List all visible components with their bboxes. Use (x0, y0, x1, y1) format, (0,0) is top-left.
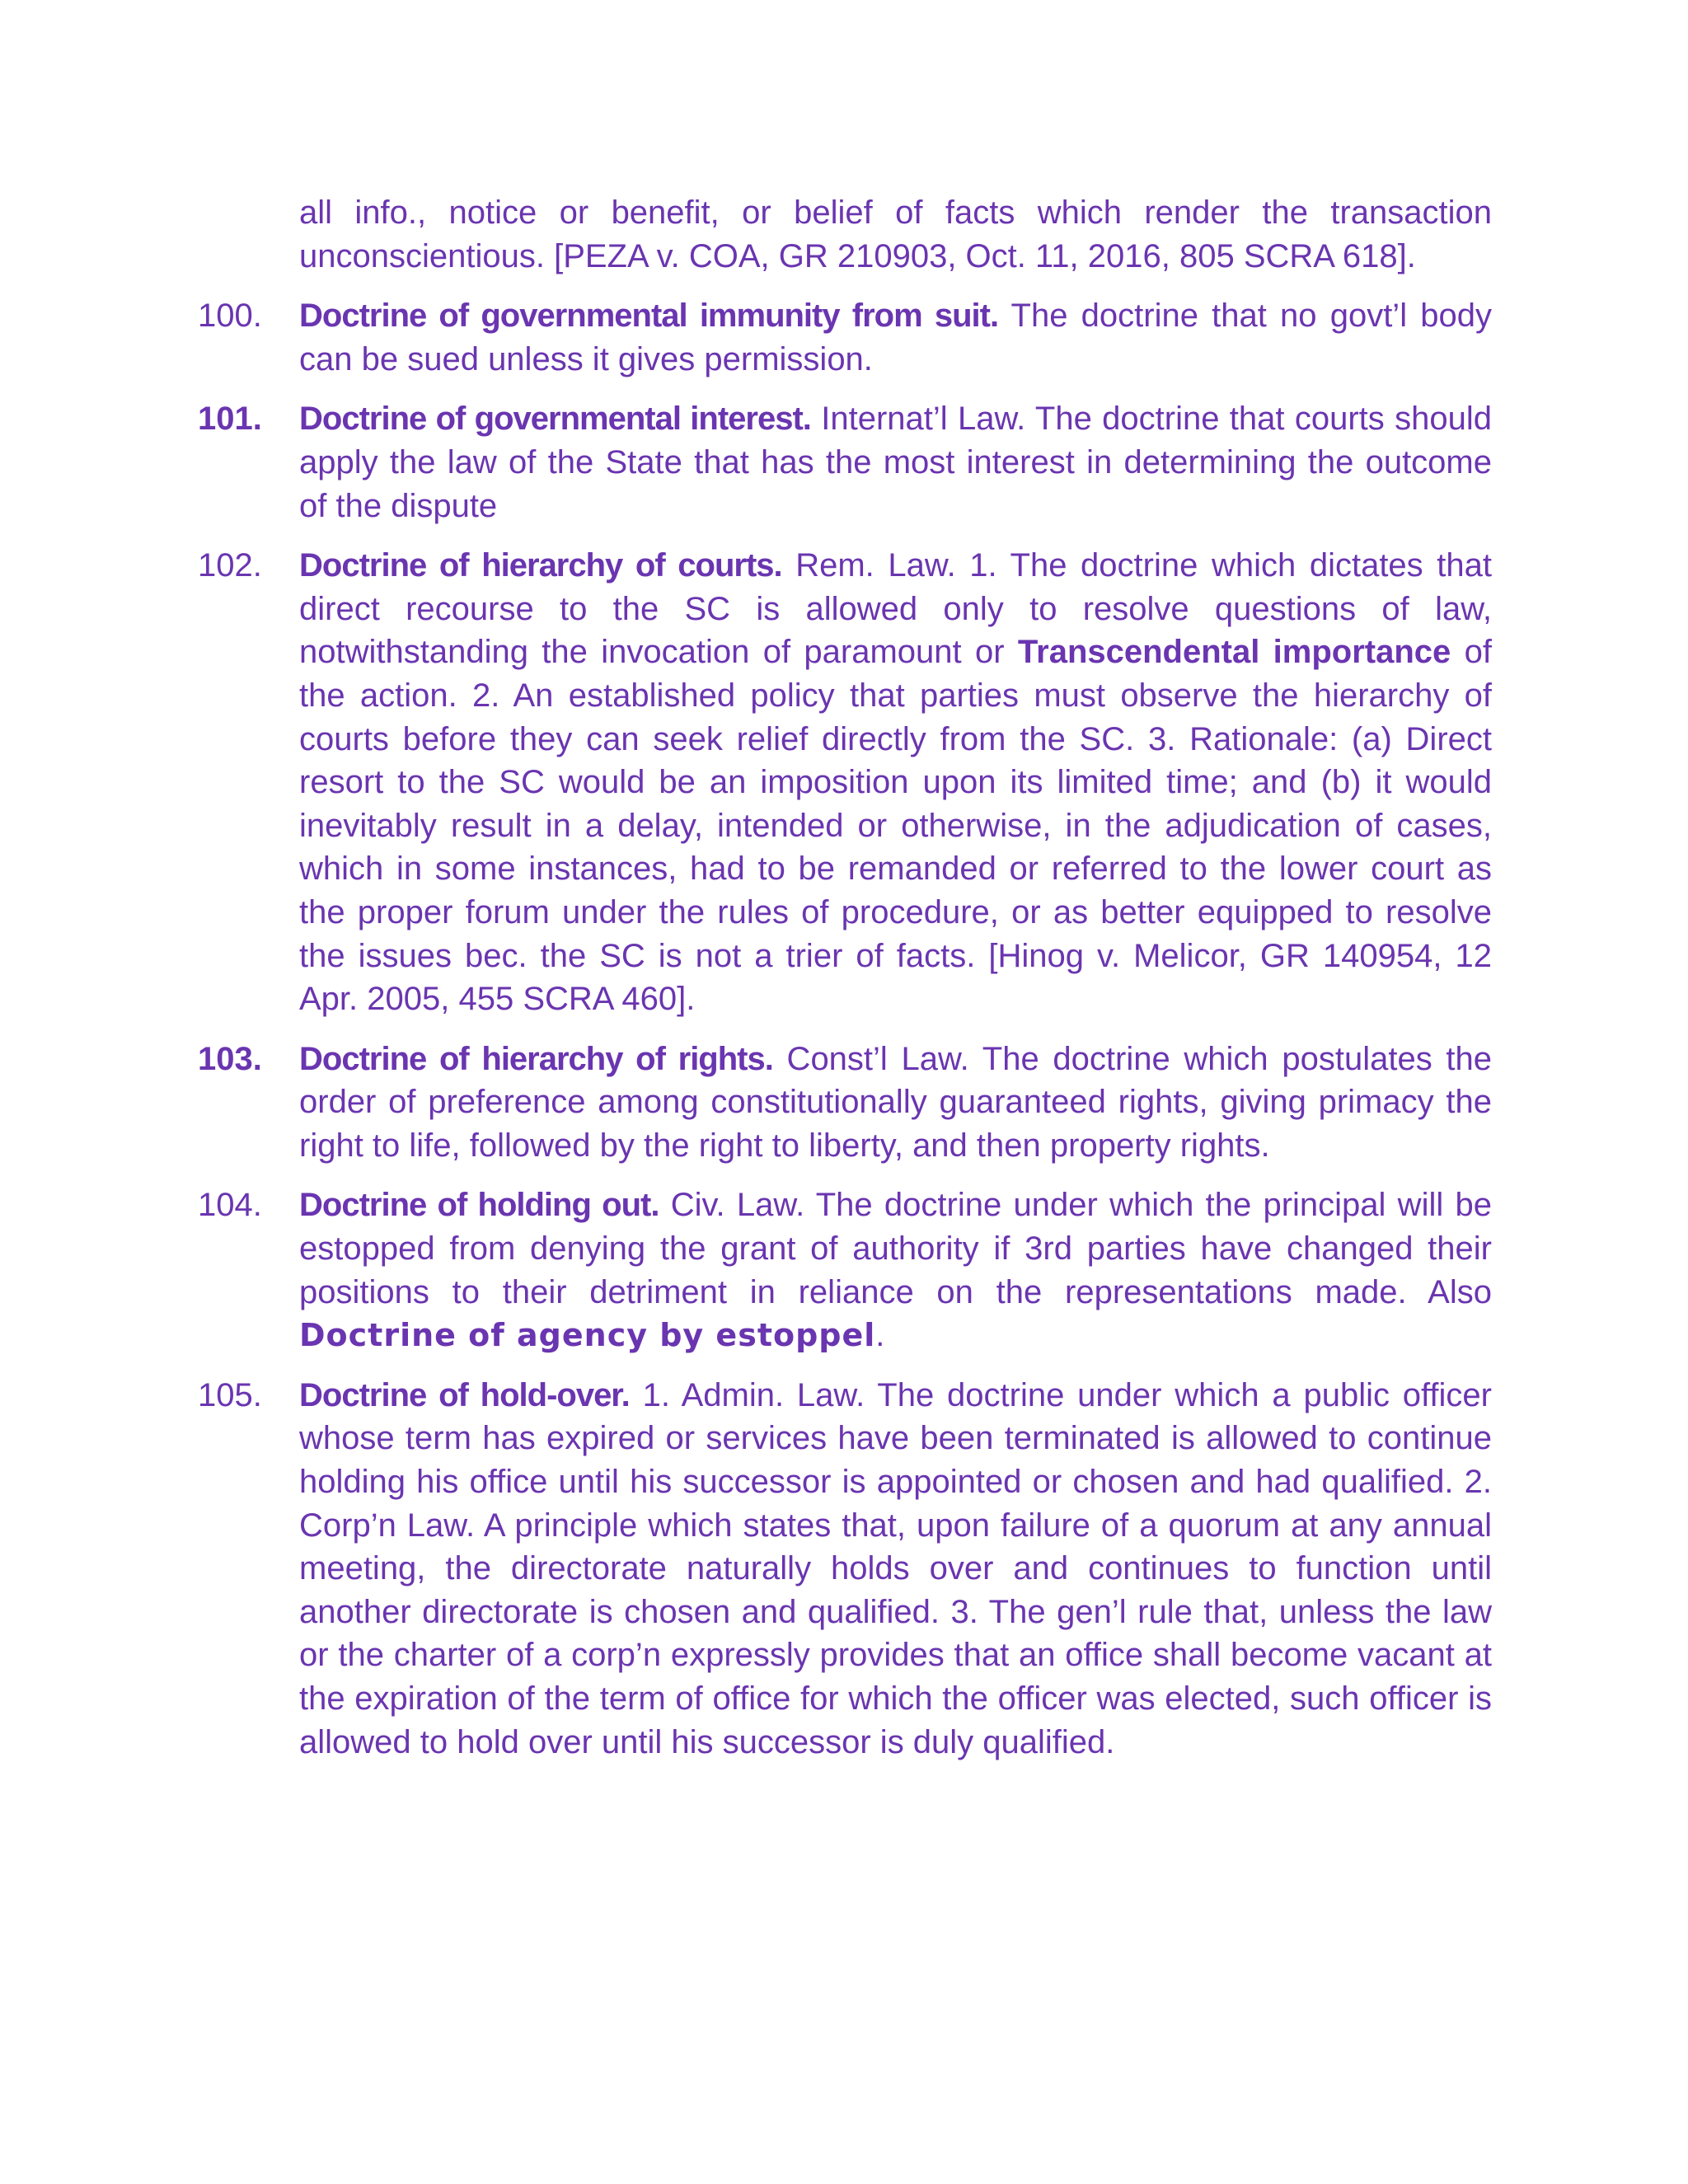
entry-body (299, 1038, 1492, 1168)
entry-definition: The doctrine that no govt’l body can be sued unless it gives permission. (299, 298, 1493, 377)
entry-term: Doctrine of hold-over. (299, 1376, 630, 1413)
continued-entry-text (198, 191, 1492, 278)
entry-term: Doctrine of governmental interest. (299, 401, 811, 438)
entry-definition-end: . (875, 1317, 885, 1354)
entry-body (299, 294, 1492, 381)
entry-101 (198, 397, 1492, 527)
entry-102 (198, 544, 1492, 1021)
entry-term: Doctrine of hierarchy of rights. (299, 1040, 773, 1077)
entry-definition: Const’l Law. The doctrine which postulates the order of preference among constitutionally guaranteed rights, giving primacy the right to life, followed by the right to liberty, and then property rights. (299, 1040, 1492, 1164)
entry-definition: Rem. Law. 1. The doctrine which dictates that direct recourse to the SC is allowed only to resolve questions of law, notwithstanding the invocation of paramount or (299, 547, 1492, 671)
entry-103 (198, 1038, 1492, 1168)
entry-definition-continued: of the action. 2. An established policy that parties must observe the hierarchy of courts before they can seek relief directly from the SC. 3. Rationale: (a) Direct resort to the SC would be an imposition upon its limited time; and (b) it would inevitably result in a delay, intended or otherwise, in the adjudication of cases, which in some instances, had to be remanded or referred to the lower court as the proper forum under the rules of procedure, or as better equipped to resolve the issues bec. the SC is not a trier of facts. [Hinog v. Melicor, GR 140954, 12 Apr. 2005, 455 SCRA 460]. (299, 634, 1492, 1018)
entry-body (299, 544, 1492, 1021)
entry-104 (198, 1183, 1492, 1357)
entry-105 (198, 1374, 1492, 1764)
emphasized-phrase: Transcendental importance (1017, 634, 1451, 671)
entry-number: 101. (198, 401, 262, 438)
glossary-body (198, 191, 1492, 1780)
entry-number: 102. (198, 547, 262, 584)
entry-term: Doctrine of governmental immunity from suit. (299, 298, 999, 335)
entry-term: Doctrine of hierarchy of courts. (299, 547, 782, 584)
continuation-text: all info., notice or benefit, or belief of facts which render the transaction unconscientious. [PEZA v. COA, GR 210903, Oct. 11, 2016, 805 SCRA 618]. (299, 194, 1492, 274)
entry-definition: 1. Admin. Law. The doctrine under which a public officer whose term has expired or services have been terminated is allowed to continue holding his office until his successor is appointed or chosen and had qualified. 2. Corp’n Law. A principle which states that, upon failure of a quorum at any annual meeting, the directorate naturally holds over and continues to function until another directorate is chosen and qualified. 3. The gen’l rule that, unless the law or the charter of a corp’n expressly provides that an office shall become vacant at the expiration of the term of office for which the officer was elected, such officer is allowed to hold over until his successor is duly qualified. (299, 1376, 1492, 1760)
entry-body (299, 1183, 1492, 1357)
entry-number: 103. (198, 1040, 262, 1077)
entry-definition: Internat’l Law. The doctrine that courts should apply the law of the State that has the most interest in determining the outcome of the dispute (299, 401, 1492, 524)
entry-body (299, 1374, 1492, 1764)
cross-reference: Doctrine of agency by estoppel (299, 1317, 876, 1354)
entry-number: 104. (198, 1187, 262, 1224)
entry-body (299, 397, 1492, 527)
entry-term: Doctrine of holding out. (299, 1187, 659, 1224)
entry-definition: Civ. Law. The doctrine under which the principal will be estopped from denying the grant of authority if 3rd parties have changed their positions to their detriment in reliance on the representations made. Also (299, 1187, 1492, 1310)
entry-number: 105. (198, 1376, 262, 1413)
entry-100 (198, 294, 1492, 381)
entry-number: 100. (198, 298, 262, 335)
